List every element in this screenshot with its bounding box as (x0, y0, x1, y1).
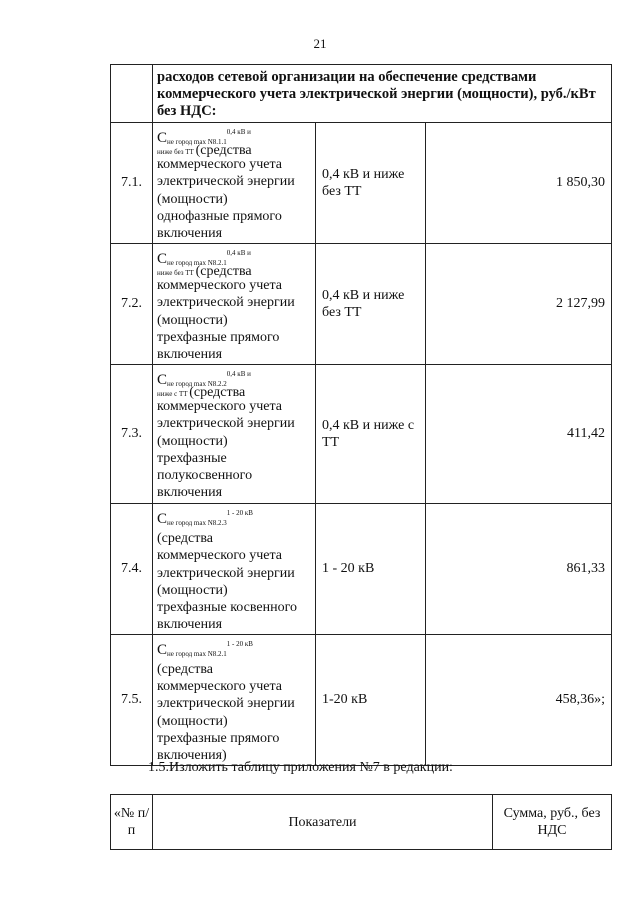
formula-symbol: С (157, 641, 168, 658)
tariff-value: 458,36»; (426, 634, 612, 765)
header-number: «№ п/п (111, 795, 153, 850)
formula-symbol: С (157, 372, 168, 388)
desc-first-line: (средства (195, 143, 252, 158)
row-number: 7.1. (111, 123, 153, 244)
row-description (153, 123, 316, 244)
formula-superscript: 1 - 20 кВ (226, 509, 253, 517)
table-header-row (111, 65, 612, 123)
desc-line: электрической энергии (157, 416, 295, 432)
desc-line: включения (157, 347, 223, 363)
tariff-formula (157, 506, 311, 530)
desc-line: (мощности) (157, 312, 228, 328)
tariff-value: 1 850,30 (426, 123, 612, 244)
formula-subscript: не город max N8.2.3 (167, 519, 227, 527)
formula-superscript: 0,4 кВ и (226, 370, 251, 378)
tariff-formula (157, 637, 311, 661)
table-row (111, 244, 612, 365)
desc-line: коммерческого учета (157, 548, 282, 564)
formula-superscript: 0,4 кВ и (226, 249, 251, 257)
formula-subscript-line2: ниже с ТТ (157, 390, 188, 398)
desc-line: электрической энергии (157, 696, 295, 712)
row-number: 7.4. (111, 504, 153, 635)
tariff-formula (157, 125, 311, 156)
desc-line: (средства (157, 661, 213, 677)
voltage-level: 0,4 кВ и ниже с ТТ (316, 365, 426, 504)
formula-subscript-line2: ниже без ТТ (157, 148, 194, 156)
desc-line: однофазные прямого (157, 208, 282, 224)
desc-line: включения) (157, 748, 227, 764)
tariff-formula (157, 367, 311, 398)
tariff-value: 2 127,99 (426, 244, 612, 365)
formula-subscript: не город max N8.2.1 (167, 259, 227, 267)
tariff-table (110, 64, 612, 766)
formula-subscript: не город max N8.2.2 (167, 380, 227, 388)
row-description (153, 244, 316, 365)
desc-line: (средства (157, 531, 213, 546)
empty-cell (111, 65, 153, 123)
row-number: 7.3. (111, 365, 153, 504)
desc-line: трехфазные косвенного (157, 600, 297, 616)
desc-line: трехфазные (157, 450, 227, 466)
desc-line: включения (157, 617, 223, 633)
desc-line: (мощности) (157, 433, 228, 449)
desc-line: электрической энергии (157, 295, 295, 311)
header-sum: Сумма, руб., без НДС (493, 795, 612, 850)
row-number: 7.2. (111, 244, 153, 365)
table-row (111, 634, 612, 765)
desc-line: коммерческого учета (157, 278, 282, 293)
row-number: 7.5. (111, 634, 153, 765)
row-description (153, 504, 316, 635)
voltage-level: 1-20 кВ (316, 634, 426, 765)
desc-first-line: (средства (195, 264, 252, 279)
tariff-value: 861,33 (426, 504, 612, 635)
desc-line: коммерческого учета (157, 157, 282, 172)
formula-subscript: не город max N8.1.1 (167, 138, 227, 146)
desc-line: трехфазные прямого (157, 730, 280, 746)
tariff-value: 411,42 (426, 365, 612, 504)
tariff-formula (157, 246, 311, 277)
appendix-table (110, 794, 612, 850)
desc-line: (мощности) (157, 191, 228, 207)
desc-line: электрической энергии (157, 565, 295, 581)
row-description (153, 365, 316, 504)
desc-line: коммерческого учета (157, 399, 282, 414)
desc-line: электрической энергии (157, 174, 295, 190)
voltage-level: 0,4 кВ и ниже без ТТ (316, 123, 426, 244)
formula-symbol: С (157, 251, 168, 267)
desc-line: включения (157, 485, 223, 501)
desc-line: включения (157, 226, 223, 242)
table-row (111, 123, 612, 244)
header-indicators: Показатели (153, 795, 493, 850)
formula-subscript-line2: ниже без ТТ (157, 269, 194, 277)
voltage-level: 0,4 кВ и ниже без ТТ (316, 244, 426, 365)
row-description (153, 634, 316, 765)
desc-line: коммерческого учета (157, 679, 282, 695)
formula-superscript: 0,4 кВ и (226, 128, 251, 136)
table-row (111, 504, 612, 635)
table-heading: расходов сетевой организации на обеспечение средствами коммерческого учета электрической энергии (мощности), руб./кВт без НДС: (153, 65, 612, 123)
desc-line: полукосвенного (157, 468, 253, 484)
desc-first-line: (средства (189, 385, 246, 400)
desc-line: (мощности) (157, 582, 228, 598)
table-row (111, 365, 612, 504)
formula-superscript: 1 - 20 кВ (226, 639, 253, 648)
page-number: 21 (313, 36, 327, 51)
desc-line: (мощности) (157, 713, 228, 729)
instruction-text: 1.5.Изложить таблицу приложения №7 в редакции: (148, 760, 453, 775)
formula-symbol: С (157, 511, 168, 527)
voltage-level: 1 - 20 кВ (316, 504, 426, 635)
desc-line: трехфазные прямого (157, 329, 280, 345)
formula-subscript: не город max N8.2.1 (167, 649, 227, 658)
formula-symbol: С (157, 130, 168, 146)
